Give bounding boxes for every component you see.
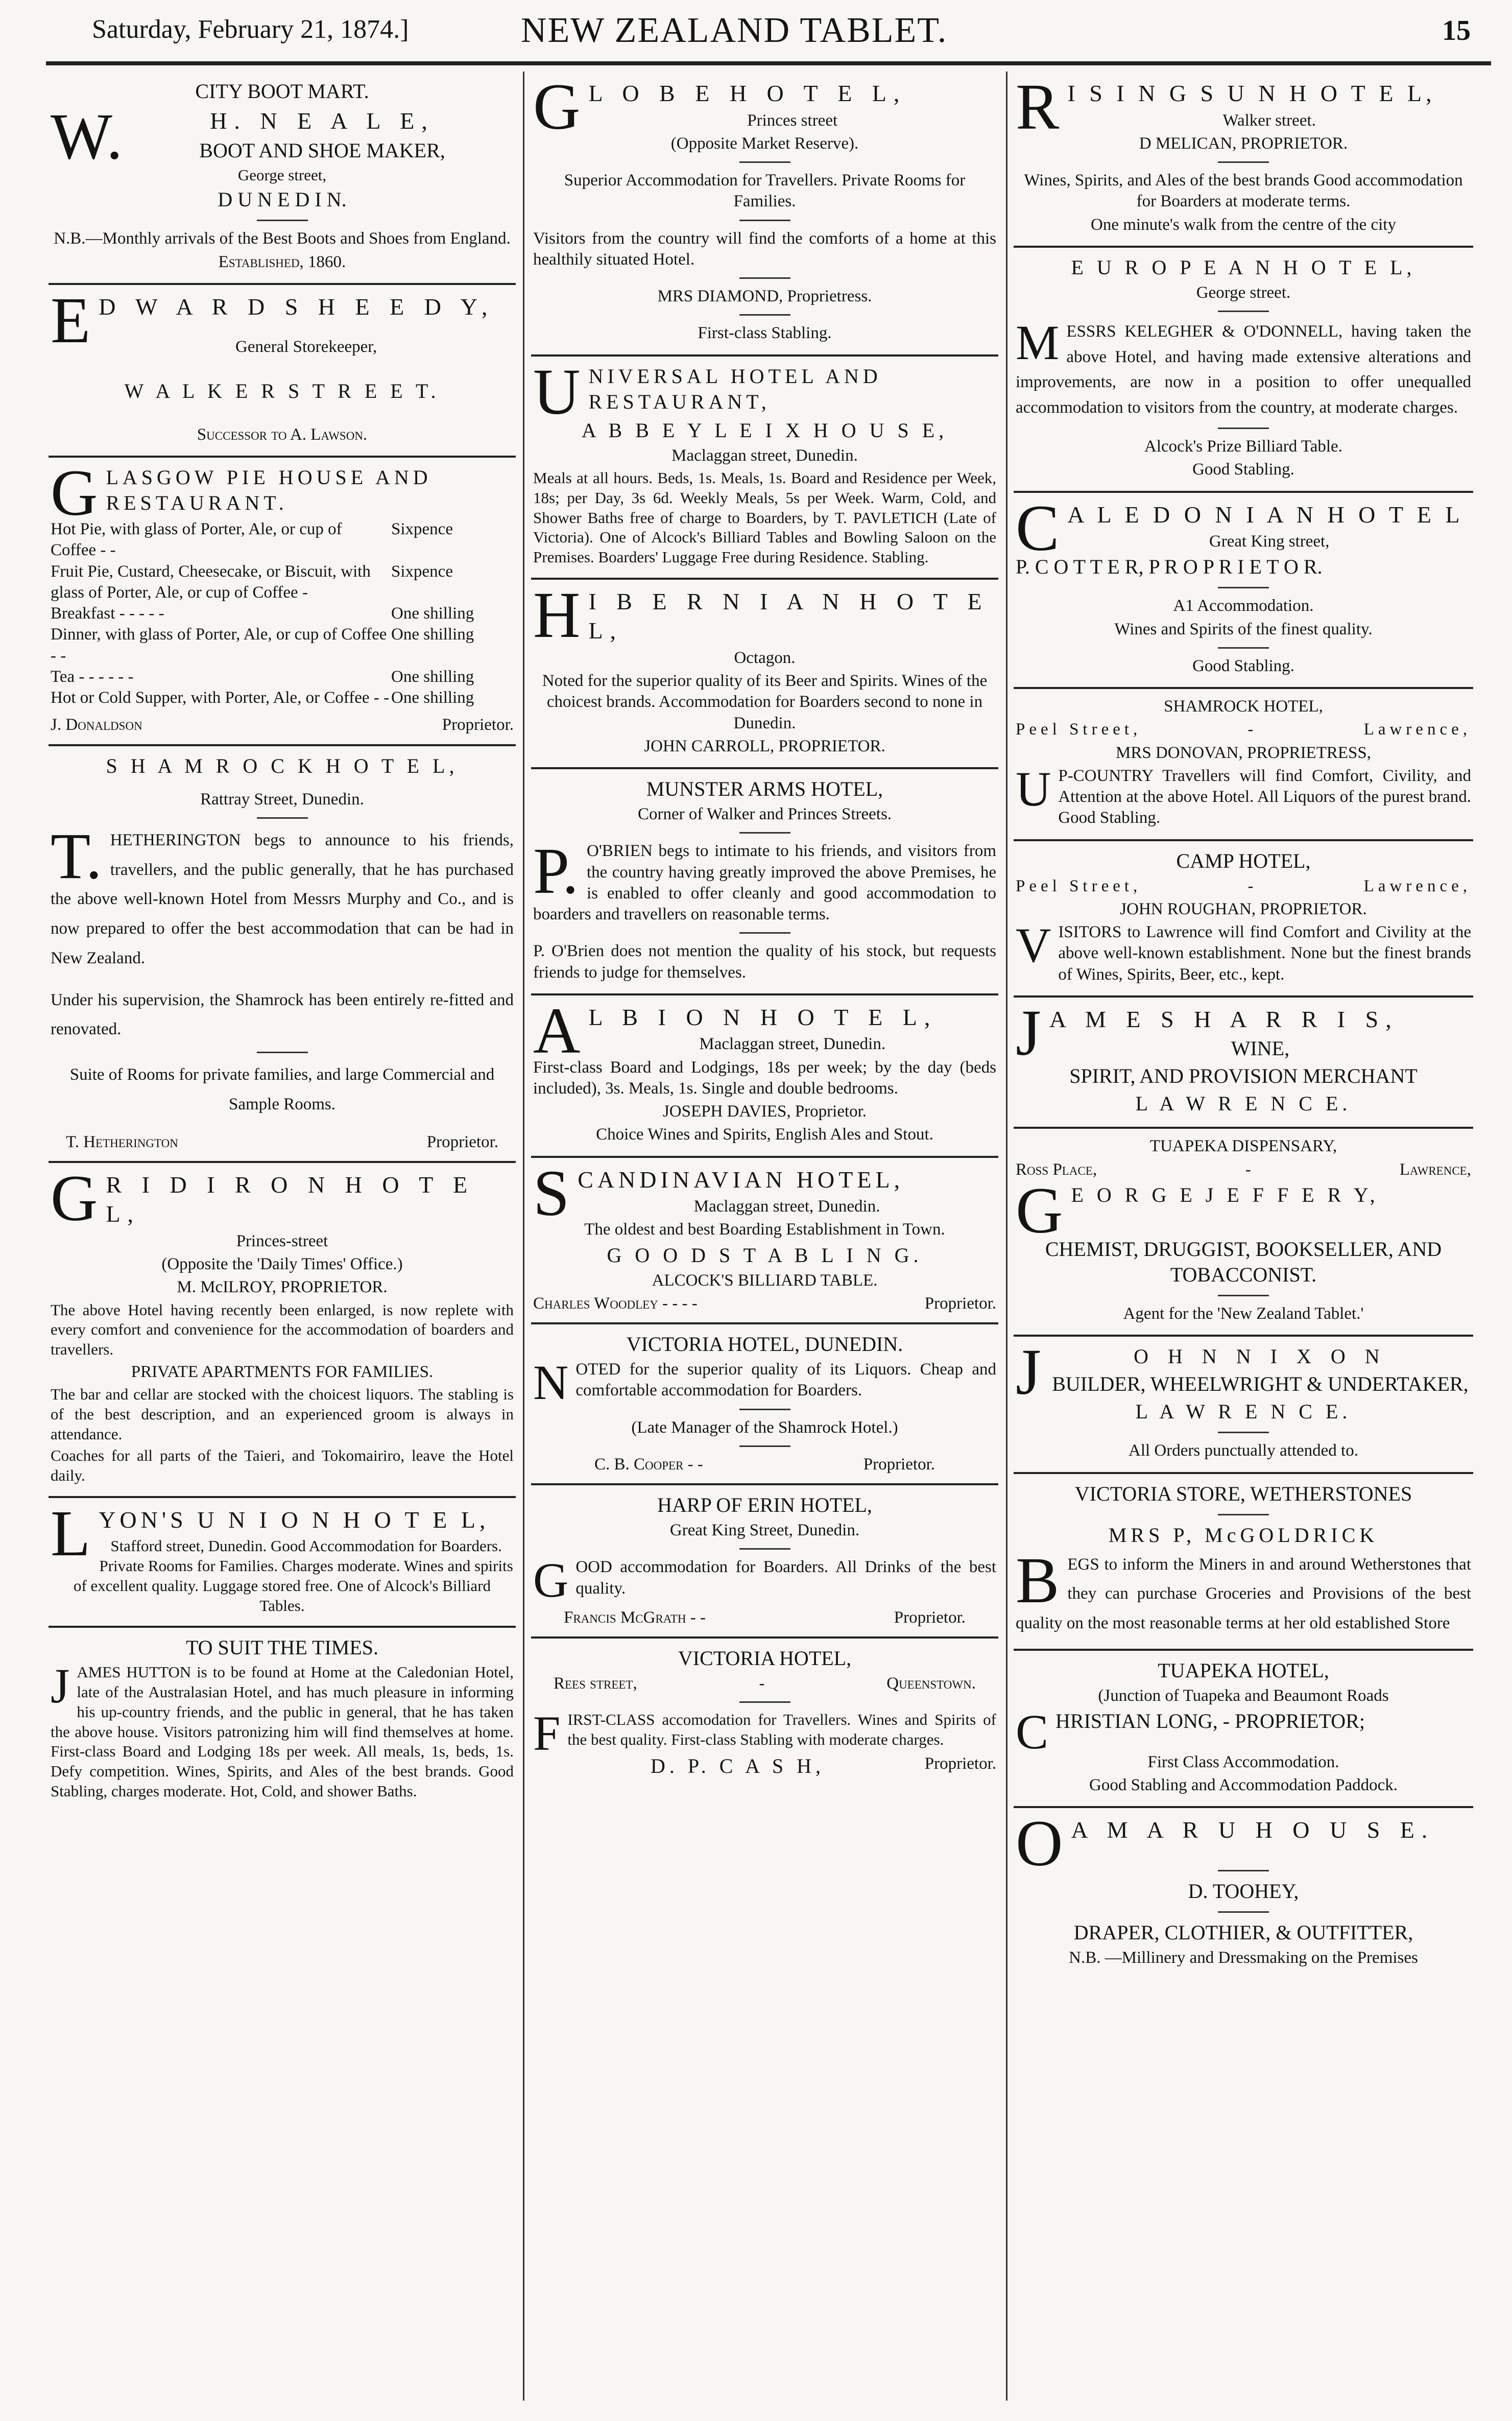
page-number: 15 [1442,15,1471,46]
menu-item: Fruit Pie, Custard, Cheesecake, or Biscuit, with glass of Porter, Ale, or cup of Coffee - [51,562,371,602]
drop-initial: C [1016,491,1060,564]
ad-separator: - [1245,1160,1251,1179]
short-rule [1218,1870,1269,1871]
ad-trade: BOOT AND SHOE MAKER, [199,138,445,162]
ad-town: L A W R E N C E. [1135,1092,1352,1115]
drop-initial: V [1016,918,1051,972]
ad-street: George street. [1196,283,1291,302]
ad-town: Lawrence, [1363,720,1471,739]
page-header [92,10,1471,66]
ad-albion-hotel [531,995,998,1158]
ad-glasgow-pie-house [49,458,516,746]
drop-initial: G [533,1553,569,1608]
ad-town: L A W R E N C E. [1135,1400,1352,1423]
ad-subtitle: WINE, [1231,1037,1290,1060]
ad-munster-arms-hotel [531,769,998,995]
ad-stabling: Good Stabling. [1192,656,1294,675]
drop-initial: G [51,1161,98,1235]
ad-title: A M E S H A R R I S, [1049,1006,1399,1032]
ad-street: Peel Street, [1016,720,1142,739]
ad-title: E O R G E J E F F E R Y, [1071,1183,1379,1206]
ad-to-suit-the-times [49,1628,516,1811]
drop-initial: L [51,1497,91,1570]
ad-body: The oldest and best Boarding Establishment in Town. [584,1220,945,1239]
price-list [51,519,514,708]
short-rule [739,1445,790,1447]
drop-initial: O [1016,1807,1063,1880]
ad-street: Princes-street [236,1231,328,1250]
menu-price: One shilling [391,689,474,707]
proprietor-name: J. Donaldson [51,716,142,734]
ad-title: D W A R D S H E E D Y, [99,293,495,320]
ad-body: P-COUNTRY Travellers will find Comfort, Civility, and Attention at the above Hotel. All Liquors of the purest brand. Good Stabling. [1058,766,1471,827]
ad-town: Queenstown. [886,1674,976,1693]
ad-title: H. N E A L E, [210,108,435,134]
ad-trade: CHEMIST, DRUGGIST, BOOKSELLER, AND TOBACCONIST. [1045,1238,1442,1287]
menu-price: Sixpence [391,520,453,539]
ad-paragraph: Visitors from the country will find the comforts of a home at this healthily situated Hotel. [533,229,996,269]
ad-note: N.B.—Monthly arrivals of the Best Boots and Shoes from England. [54,229,511,248]
ad-trade: SPIRIT, AND PROVISION MERCHANT [1069,1064,1418,1088]
ad-street: Princes street [747,111,838,130]
ad-shamrock-hotel [49,746,516,1163]
short-rule [1218,1911,1269,1913]
ad-street: Great King Street, Dunedin. [669,1521,860,1540]
drop-initial: P. [533,835,579,908]
ad-paragraph: Superior Accommodation for Travellers. Private Rooms for Families. [564,171,966,211]
ad-title: VICTORIA HOTEL, DUNEDIN. [626,1333,903,1356]
column-1 [49,72,516,2401]
ad-address [1016,876,1471,897]
ad-proprietor: D MELICAN, PROPRIETOR. [1139,134,1348,153]
ad-tuapeka-hotel [1014,1651,1473,1809]
ad-note: ALCOCK'S BILLIARD TABLE. [652,1271,878,1290]
ad-note: N.B. —Millinery and Dressmaking on the Premises [1069,1948,1418,1967]
ad-proprietor: P. C O T T E R, P R O P R I E T O R. [1016,555,1323,579]
ad-caledonian-hotel [1014,493,1473,690]
header-rule [46,61,1491,65]
price-list-row [51,561,514,604]
ad-proprietor: MRS DONOVAN, PROPRIETRESS, [1115,743,1371,762]
ad-stabling: G O O D S T A B L I N G. [607,1243,923,1267]
short-rule [739,1409,790,1410]
price-list-row [51,687,514,708]
ad-victoria-hotel-dunedin [531,1324,998,1485]
ad-proprietor: M. McILROY, PROPRIETOR. [177,1278,388,1297]
drop-initial: G [533,72,581,143]
ad-signature [533,1293,996,1314]
ad-subheading: PRIVATE APARTMENTS FOR FAMILIES. [131,1362,434,1381]
short-rule [1218,428,1269,429]
short-rule [739,1701,790,1703]
ad-proprietor: MRS P, McGOLDRICK [1108,1523,1379,1547]
ad-title: R I D I R O N H O T E L, [106,1171,475,1227]
short-rule [739,932,790,934]
ad-stabling: Good Stabling and Accommodation Paddock. [1089,1776,1398,1795]
ad-james-harris [1014,998,1473,1129]
short-rule [1218,161,1269,163]
ad-street: Great King street, [1209,532,1330,551]
ad-town: Lawrence, [1399,1160,1471,1179]
proprietor-name: Charles Woodley - - - - [533,1294,698,1313]
drop-initial: G [51,456,98,529]
ad-trade: DRAPER, CLOTHIER, & OUTFITTER, [1073,1920,1413,1944]
ad-universal-hotel [531,357,998,580]
short-rule [739,220,790,221]
ad-paragraph: Coaches for all parts of the Taieri, and Tokomairiro, leave the Hotel daily. [51,1446,514,1485]
ad-title: O H N N I X O N [1134,1345,1387,1368]
menu-item: Hot or Cold Supper, with Porter, Ale, or Coffee - - [51,689,390,707]
price-list-row [51,603,514,624]
drop-initial: U [1016,761,1051,816]
ad-paragraph: P. O'Brien does not mention the quality of his stock, but requests friends to judge for themselves. [533,942,996,982]
ad-trade: BUILDER, WHEELWRIGHT & UNDERTAKER, [1052,1372,1469,1396]
ad-lyons-union-hotel [49,1498,516,1628]
short-rule [1218,1432,1269,1433]
proprietor-name: C. B. Cooper - - [594,1455,703,1474]
ad-title: TUAPEKA DISPENSARY, [1149,1137,1337,1156]
ad-heading: CITY BOOT MART. [195,80,369,103]
ad-body: IRST-CLASS accomodation for Travellers. Wines and Spirits of the best quality. First-class Stabling with moderate charges. [567,1711,996,1749]
column-2 [531,72,998,2401]
ad-title: S H A M R O C K H O T E L, [106,754,459,777]
ad-tuapeka-dispensary [1014,1129,1473,1337]
drop-initial: G [1016,1174,1063,1247]
ad-paragraph: HETHERINGTON begs to announce to his friends, travellers, and the public generally, that he has purchased the above well-known Hotel from Messrs Murphy and Co., and is now prepared to offer the best accommodation that can be had in New Zealand. [51,830,514,967]
short-rule [739,277,790,279]
ad-body: Meals at all hours. Beds, 1s. Meals, 1s. Board and Residence per Week, 18s; per Day, 3s 6d. Weekly Meals, 5s per Week. Warm, Cold, and Shower Baths free of charge to Boarders, by T. PAVLETICH (Late of Victoria). One of Alcock's Billiard Tables and Bowling Saloon on the Premises. Boarders' Luggage Free during Residence. Stabling. [533,469,996,566]
ad-street: George street, [237,165,327,184]
drop-initial: S [533,1156,570,1229]
menu-price: One shilling [391,667,474,686]
ad-oamaru-house [1014,1808,1473,1979]
menu-item: Tea - - - - - - [51,667,134,686]
ad-street: Ross Place, [1016,1160,1097,1179]
ad-title: LASGOW PIE HOUSE AND RESTAURANT. [106,465,432,514]
ad-paragraph: O'BRIEN begs to intimate to his friends, and visitors from the country having greatly improved the above Premises, he is enabled to offer cleanly and good accommodation to boarders and travellers on reasonable terms. [533,842,996,924]
ad-neale [49,72,516,285]
ad-note: All Orders punctually attended to. [1129,1441,1358,1460]
ad-camp-hotel [1014,841,1473,998]
ad-title: SHAMROCK HOTEL, [1164,697,1323,716]
short-rule [257,220,308,221]
ad-note: Wines and Spirits of the finest quality. [1114,620,1373,638]
ad-title: I B E R N I A N H O T E L, [588,588,989,644]
ad-proprietor: JOHN ROUGHAN, PROPRIETOR. [1120,899,1367,918]
short-rule [1218,1295,1269,1296]
ad-proprietor: JOSEPH DAVIES, Proprietor. [662,1102,867,1121]
proprietor-name: T. Hetherington [66,1132,178,1151]
short-rule [739,314,790,316]
ad-harp-of-erin-hotel [531,1485,998,1639]
ad-paragraph: Suite of Rooms for private families, and large Commercial and Sample Rooms. [69,1065,495,1113]
ad-note: (Late Manager of the Shamrock Hotel.) [631,1418,898,1437]
ad-note: Agent for the 'New Zealand Tablet.' [1123,1304,1364,1323]
ad-proprietor: MRS DIAMOND, Proprietress. [657,287,872,305]
short-rule [1218,587,1269,588]
ad-title: NIVERSAL HOTEL AND RESTAURANT, [588,364,882,413]
ad-title: A M A R U H O U S E. [1071,1817,1435,1843]
price-list-row [51,519,514,561]
ad-successor: Successor to A. Lawson. [197,425,368,444]
ad-paragraph: Under his supervision, the Shamrock has been entirely re-fitted and renovated. [51,990,514,1039]
ad-title: L B I O N H O T E L, [588,1004,938,1030]
ad-title: A L E D O N I A N H O T E L [1067,501,1464,528]
short-rule [257,817,308,819]
ad-title: CANDINAVIAN HOTEL, [578,1166,904,1193]
ad-title: CAMP HOTEL, [1176,849,1311,872]
drop-initial: J [51,1658,70,1714]
menu-price: One shilling [391,625,474,644]
ad-trade: General Storekeeper, [235,338,377,357]
ad-title: I S I N G S U N H O T E L, [1067,80,1436,106]
short-rule [1218,647,1269,649]
drop-initial: T. [51,819,102,892]
ad-body: EGS to inform the Miners in and around Wetherstones that they can purchase Groceries and Provisions of the best quality on the most reasonable terms at her old established Store [1016,1555,1471,1633]
ad-street: Maclaggan street, Dunedin. [699,1035,886,1054]
ad-separator: - [1247,876,1258,895]
ad-body: AMES HUTTON is to be found at Home at the Caledonian Hotel, late of the Australasian Hotel, and has much pleasure in informing his up-country friends, and the public in general, that he has taken the above house. Visitors patronizing him will find themselves at home. First-class Board and Lodging 18s per week. All meals, 1s, beds, 1s. Defy competition. Wines, Spirits, and Ales of the best brands. Good Stabling, charges moderate. Hot, Cold, and shower Baths. [51,1663,514,1800]
ad-note: First Class Accommodation. [1147,1752,1339,1771]
proprietor-role: Proprietor. [426,1132,498,1151]
column-divider-1 [523,72,524,2401]
ad-sheedy [49,285,516,458]
ad-title: L O B E H O T E L, [588,80,907,106]
drop-initial: N [533,1355,569,1410]
ad-address [533,1673,996,1694]
drop-initial: C [1016,1704,1049,1760]
drop-initial: U [533,355,581,428]
ad-stabling: First-class Stabling. [698,324,832,343]
ad-body: ISITORS to Lawrence will find Comfort and Civility at the above well-known establishment. None but the finest brands of Wines, Spirits, Beer, etc., kept. [1058,923,1471,984]
ad-body: Stafford street, Dunedin. Good Accommodation for Boarders. Private Rooms for Families. Charges moderate. Wines and spirits of excellent quality. Luggage stored free. One of Alcock's Billiard Tables. [73,1537,513,1615]
ad-proprietor: HRISTIAN LONG, - PROPRIETOR; [1055,1710,1365,1733]
ad-location: (Opposite Market Reserve). [670,134,859,153]
ad-shamrock-hotel-lawrence [1014,689,1473,841]
menu-price: Sixpence [391,562,453,581]
ad-paragraph: The bar and cellar are stocked with the choicest liquors. The stabling is of the best description, and an experienced groom is always in attendance. [51,1385,514,1443]
proprietor-role: Proprietor. [924,1754,996,1773]
short-rule [1218,311,1269,312]
ad-town: Lawrence, [1363,876,1471,895]
ad-body: ESSRS KELEGHER & O'DONNELL, having taken the above Hotel, and having made extensive alterations and improvements, are now in a position to offer unequalled accommodation to visitors from the country, at moderate charges. [1016,322,1471,417]
short-rule [739,1548,790,1550]
ad-signature [533,1607,996,1628]
price-list-row [51,667,514,687]
proprietor-role: Proprietor. [442,716,514,734]
short-rule [257,1052,308,1053]
drop-initial: F [533,1706,561,1761]
ad-paragraph: The above Hotel having recently been enlarged, is now replete with every comfort and convenience for the accommodation of boarders and travellers. [51,1300,514,1359]
ad-globe-hotel [531,72,998,357]
ad-title: YON'S U N I O N H O T E L, [99,1506,490,1533]
ad-body: OOD accommodation for Boarders. All Drinks of the best quality. [575,1558,996,1598]
ad-signature [533,1454,996,1475]
ad-title: VICTORIA HOTEL, [678,1647,852,1670]
ad-title: VICTORIA STORE, WETHERSTONES [1074,1482,1412,1505]
ad-proprietor: JOHN CARROLL, PROPRIETOR. [644,737,885,755]
ad-location: Corner of Walker and Princes Streets. [637,805,892,824]
short-rule [1218,1514,1269,1515]
column-3 [1014,72,1473,2401]
ad-address [1016,1159,1471,1180]
ad-title: MUNSTER ARMS HOTEL, [646,777,883,801]
proprietor-role: Proprietor. [863,1455,935,1474]
issue-date: Saturday, February 21, 1874.] [92,15,409,44]
ad-separator: - [1247,720,1258,739]
menu-item: Breakfast - - - - - [51,604,164,623]
ad-street: Walker street. [1222,111,1316,130]
menu-item: Hot Pie, with glass of Porter, Ale, or cup of Coffee - - [51,520,342,560]
ad-proprietor: D. TOOHEY, [1188,1879,1299,1903]
price-list-row [51,624,514,667]
ad-john-nixon [1014,1337,1473,1474]
menu-item: Dinner, with glass of Porter, Ale, or cup of Coffee - - [51,625,387,665]
ad-street: Maclaggan street, Dunedin. [671,446,858,465]
ad-scandinavian-hotel [531,1158,998,1325]
drop-initial: B [1016,1544,1060,1617]
menu-price: One shilling [391,604,474,623]
proprietor-name: Francis McGrath - - [564,1608,706,1627]
drop-initial: J [1016,996,1041,1069]
drop-initial: W. [51,100,123,173]
ad-body: First-class Board and Lodgings, 18s per week; by the day (beds included), 3s. Meals, 1s. Single and double bedrooms. [533,1058,996,1098]
ad-victoria-store [1014,1474,1473,1651]
drop-initial: R [1016,72,1060,143]
ad-title: TO SUIT THE TIMES. [185,1636,379,1659]
ad-street: Maclaggan street, Dunedin. [693,1197,880,1216]
proprietor-role: Proprietor. [924,1294,996,1313]
ad-note: Choice Wines and Spirits, English Ales and Stout. [596,1125,933,1144]
newspaper-title: NEW ZEALAND TABLET. [521,11,948,50]
ad-body: Noted for the superior quality of its Beer and Spirits. Wines of the choicest brands. Accommodation for Boarders second to none in Dunedin. [542,672,988,732]
ad-location: (Junction of Tuapeka and Beaumont Roads [1098,1686,1389,1705]
ad-street: Rattray Street, Dunedin. [200,790,364,809]
ad-title: E U R O P E A N H O T E L, [1071,255,1416,279]
drop-initial: A [533,994,581,1067]
ad-stabling: Good Stabling. [1192,460,1294,479]
ad-body: Wines, Spirits, and Ales of the best brands Good accommodation for Boarders at moderate terms. [1024,171,1463,211]
ad-street: W A L K E R S T R E E T. [124,379,440,402]
ad-subtitle: A B B E Y L E I X H O U S E, [581,418,948,442]
ad-european-hotel [1014,248,1473,493]
ad-address [1016,719,1471,740]
ad-signature [51,1132,514,1153]
drop-initial: M [1016,315,1060,370]
ad-rising-sun-hotel [1014,72,1473,248]
ad-street: Octagon. [734,648,796,667]
ad-location: (Opposite the 'Daily Times' Office.) [161,1255,403,1274]
ad-note: A1 Accommodation. [1173,597,1314,615]
ad-note: Alcock's Prize Billiard Table. [1144,437,1342,456]
ad-signature [51,715,514,735]
ad-street: Peel Street, [1016,876,1142,895]
ad-street: Rees street, [554,1674,637,1693]
ad-signature [533,1753,996,1779]
ad-title: TUAPEKA HOTEL, [1158,1658,1329,1682]
proprietor-name: D. P. C A S H, [651,1754,825,1778]
ad-title: HARP OF ERIN HOTEL, [657,1493,872,1517]
proprietor-role: Proprietor. [894,1608,966,1627]
ad-established: Established, 1860. [218,252,346,271]
ad-city: D U N E D I N. [218,188,347,211]
short-rule [739,161,790,163]
ad-gridiron-hotel [49,1163,516,1498]
drop-initial: E [51,283,91,357]
ad-body: OTED for the superior quality of its Liquors. Cheap and comfortable accommodation for Boarders. [575,1360,996,1400]
drop-initial: H [533,578,581,651]
ad-victoria-hotel-queenstown [531,1639,998,1787]
ad-note: One minute's walk from the centre of the city [1091,215,1396,234]
ad-hibernian-hotel [531,580,998,769]
drop-initial: J [1016,1336,1041,1409]
column-divider-2 [1006,72,1007,2401]
ad-separator: - [759,1674,765,1693]
short-rule [739,832,790,834]
